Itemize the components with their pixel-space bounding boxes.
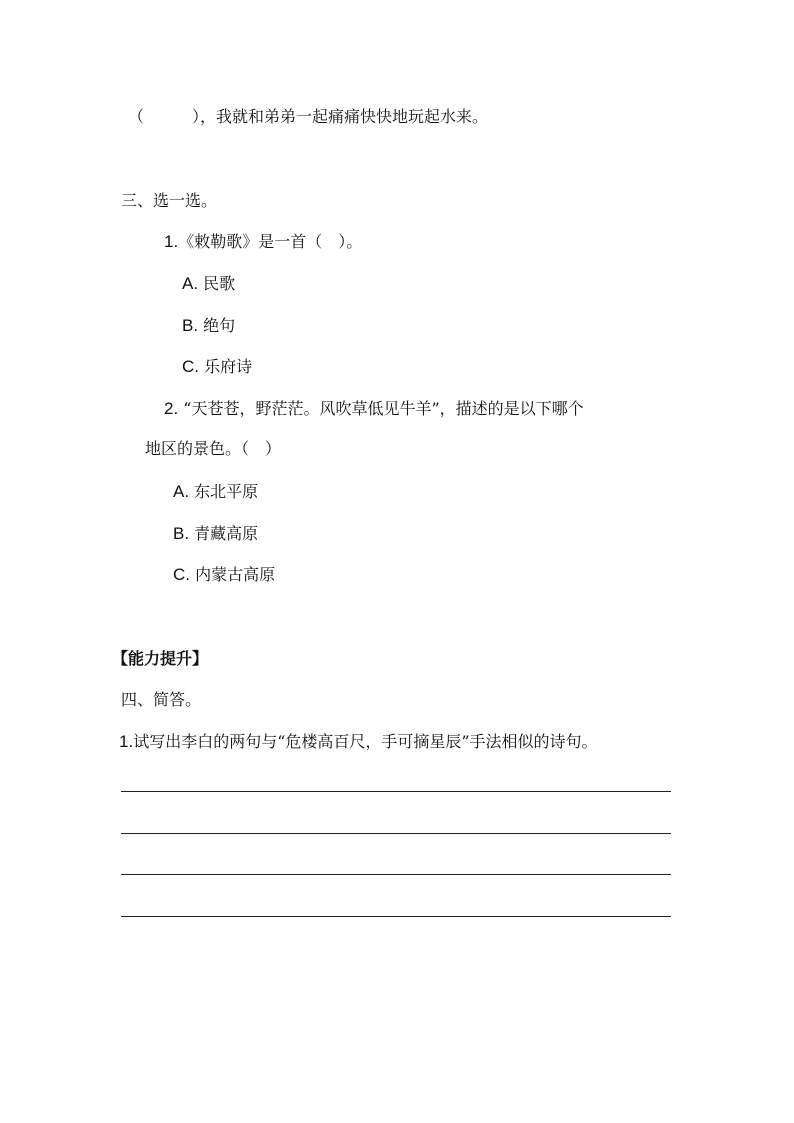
- answer-line-3[interactable]: [121, 874, 671, 875]
- question-1-option-b: [182, 315, 235, 337]
- section-3-heading: 三、选一选。: [121, 191, 218, 210]
- option-letter: A.: [182, 274, 199, 293]
- question-2-option-a: [173, 481, 258, 503]
- option-letter: C.: [173, 565, 190, 584]
- question-2-option-c: [173, 564, 275, 586]
- answer-line-2[interactable]: [121, 833, 671, 834]
- fill-blank-sentence: [128, 106, 488, 128]
- short-answer-question-1: [119, 731, 598, 753]
- question-1-number: 1.: [164, 232, 179, 251]
- question-1-option-c: [182, 356, 252, 378]
- option-text: 绝句: [203, 316, 236, 335]
- option-text: 乐府诗: [204, 357, 253, 376]
- fill-blank-text: （ ），我就和弟弟一起痛痛快快地玩起水来。: [128, 107, 489, 126]
- option-letter: A.: [173, 482, 190, 501]
- question-2-option-b: [173, 523, 258, 545]
- option-letter: C.: [182, 357, 199, 376]
- question-2: [164, 398, 584, 420]
- answer-line-4[interactable]: [121, 916, 671, 917]
- answer-line-1[interactable]: [121, 791, 671, 792]
- option-letter: B.: [173, 524, 190, 543]
- short-answer-number: 1.: [119, 732, 134, 751]
- question-2-text-line1: “天苍苍，野茫茫。风吹草低见牛羊”，描述的是以下哪个: [183, 399, 584, 418]
- option-text: 民歌: [203, 274, 236, 293]
- option-text: 东北平原: [194, 482, 259, 501]
- ability-heading: 【能力提升】: [112, 649, 209, 668]
- short-answer-text: 试写出李白的两句与“危楼高百尺，手可摘星辰”手法相似的诗句。: [133, 732, 598, 751]
- option-letter: B.: [182, 316, 199, 335]
- question-2-number: 2.: [164, 399, 179, 418]
- option-text: 内蒙古高原: [195, 565, 276, 584]
- question-2-continuation: 地区的景色。（ ）: [145, 439, 282, 458]
- question-1-option-a: [182, 273, 235, 295]
- section-4-heading: 四、简答。: [121, 690, 202, 709]
- option-text: 青藏高原: [194, 524, 259, 543]
- question-1-text: 《敕勒歌》是一首（ ）。: [178, 232, 363, 251]
- question-1: [164, 231, 362, 253]
